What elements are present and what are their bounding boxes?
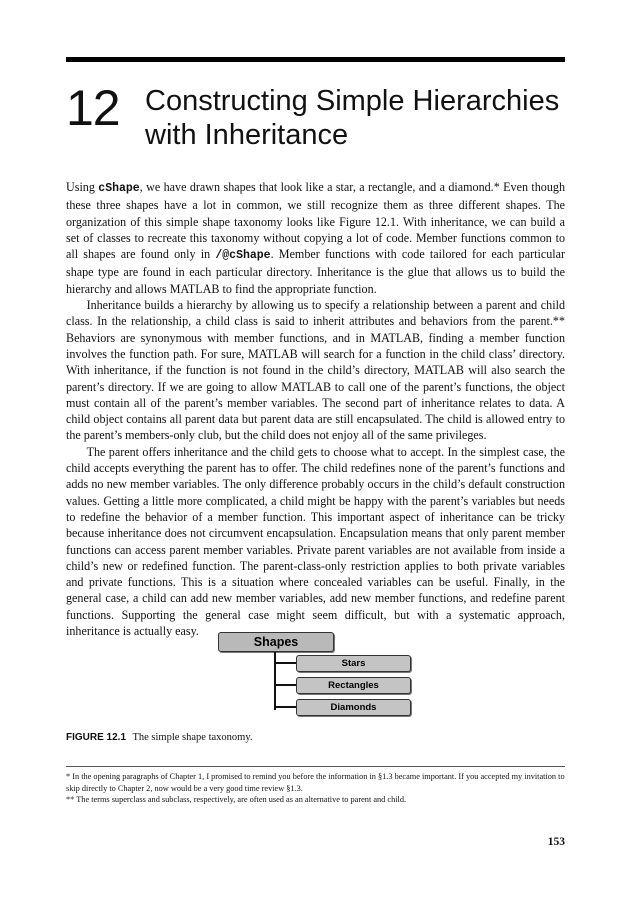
paragraph-3: The parent offers inheritance and the child gets to choose what to accept. In the simplest case, the child accepts everything the parent has to offer. The child redefines none of the parent’s functions and adds no new member variables. The only difference probably occurs in the child’s default construction values. Getting a little more complicated, a child might be happy with the parent’s variables but needs to redefine the behavior of a member function. This important aspect of inheritance can be tricky because inheritance does not circumvent encapsulation. Encapsulation means that only parent member functions can access parent member variables. Private parent variables are not available from inside a child’s new or redefined function. The parent-class-only restriction applies to both private variables and private functions. This is a situation where concealed variables can be useful. Finally, in the general case, a child can add new member variables, add new member functions, and redefine parent functions. Supporting the general case might seem difficult, but with a systematic approach, inheritance is actually easy. — [66, 444, 565, 639]
figure-caption — [66, 731, 253, 745]
page-number: 153 — [547, 836, 565, 848]
paragraph-1-text-c: . Member functions with code tailored for each particular shape type are found in each particular directory. Inheritance is the glue that allows us to build the hierarchy and allows MATLAB to find the appropriate function. — [66, 247, 565, 296]
body-text — [66, 179, 565, 639]
paragraph-1-text-b: , we have drawn shapes that look like a star, a rectangle, and a diamond.* Even though these three shapes have a lot in common, we still recognize them as three different shapes. The organization of this simple shape taxonomy looks like Figure 12.1. With inheritance, we can build a set of classes to recreate this taxonomy without copying a lot of code. Member functions common to all shapes are found only in — [66, 180, 565, 262]
figure-caption-label: FIGURE 12.1 — [66, 732, 127, 743]
footnote-divider — [66, 766, 565, 767]
tree-connector-rectangles — [274, 684, 298, 686]
code-cshape: cShape — [98, 182, 140, 195]
chapter-number: 12 — [66, 80, 120, 136]
paragraph-1-text-a: Using — [66, 180, 99, 194]
footnote-1: * In the opening paragraphs of Chapter 1, I promised to remind you before the information in §1.3 became important. If you accepted my invitation to skip directly to Chapter 2, now would be a very good time review §1.3. — [66, 772, 565, 793]
footnotes — [66, 771, 565, 806]
figure-shape-taxonomy — [216, 630, 416, 722]
taxonomy-child-diamonds: Diamonds — [296, 699, 411, 716]
footnote-2: ** The terms superclass and subclass, respectively, are often used as an alternative to parent and child. — [66, 795, 407, 805]
tree-connector-stars — [274, 662, 298, 664]
tree-connector-diamonds — [274, 706, 298, 708]
tree-connector-vertical — [274, 652, 276, 710]
figure-caption-text: The simple shape taxonomy. — [132, 732, 253, 743]
chapter-top-rule — [66, 57, 565, 62]
taxonomy-root-shapes: Shapes — [218, 632, 334, 652]
taxonomy-child-stars: Stars — [296, 655, 411, 672]
chapter-title: Constructing Simple Hierarchies with Inheritance — [145, 85, 560, 151]
code-cshape-dir: /@cShape — [215, 249, 271, 263]
paragraph-2: Inheritance builds a hierarchy by allowing us to specify a relationship between a parent and child class. In the relationship, a child class is said to inherit attributes and behaviors from the parent.** Behaviors are synonymous with member functions, and in MATLAB, finding a member function involves the function path. For sure, MATLAB will search for a function in the child class’ directory. With inheritance, if the function is not found in the child’s directory, MATLAB will also search the parent’s directory. If we are going to allow MATLAB to call one of the parent’s functions, the object must contain all of the parent’s member variables. The second part of inheritance relates to data. A child object contains all parent data but parent data are still encapsulated. The child is allowed entry to the parent’s members-only club, but the child does not enjoy all of the same privileges. — [66, 298, 565, 443]
paragraph-1 — [66, 179, 565, 297]
taxonomy-child-rectangles: Rectangles — [296, 677, 411, 694]
